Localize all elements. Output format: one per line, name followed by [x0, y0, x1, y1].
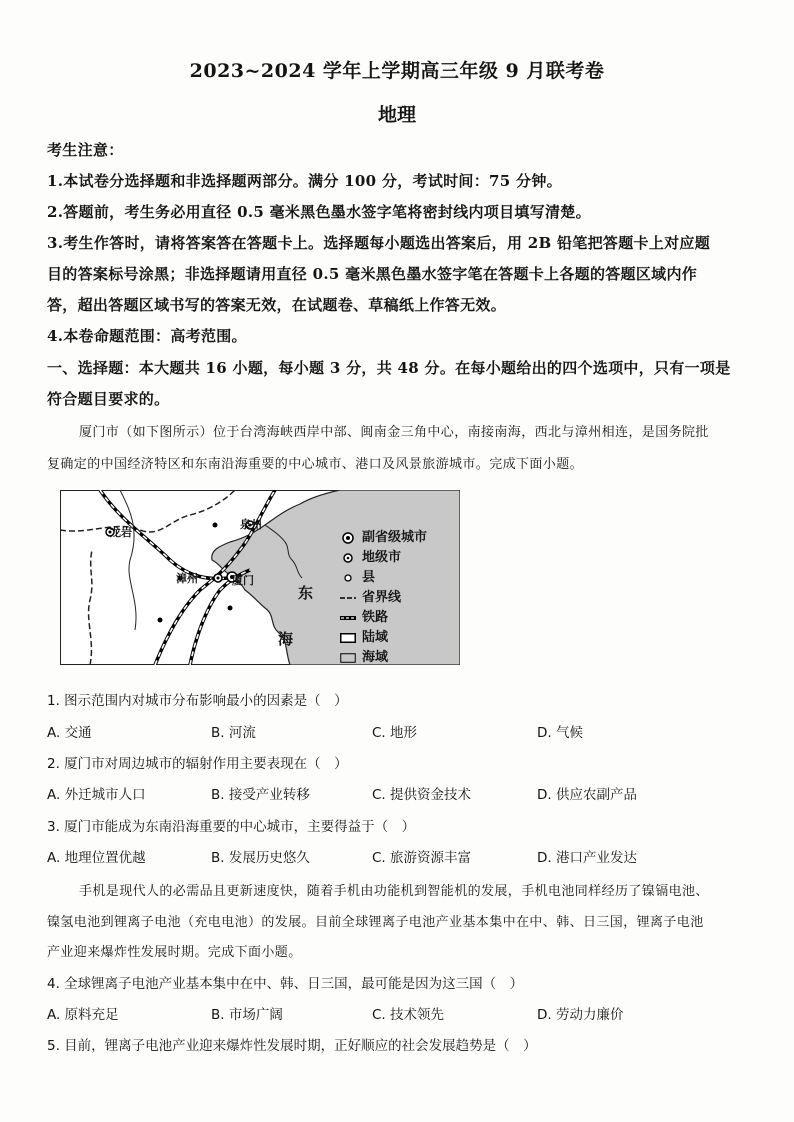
map-label-zhangzhou: 漳州: [176, 572, 198, 585]
sub-provincial-city-icon: [340, 532, 356, 544]
option-c[interactable]: C. 技术领先: [372, 1007, 445, 1023]
legend-row-land: [340, 628, 470, 648]
passage1-line-1: 厦门市（如下图所示）位于台湾海峡西岸中部、闽南金三角中心，南接南海，西北与漳州相连，是国务院批: [79, 425, 709, 440]
legend-label: 县: [362, 570, 376, 585]
legend-row-sub-provincial-city: [340, 528, 470, 548]
map-label-sea-1: 东: [298, 584, 314, 602]
map-label-quanzhou: 泉州: [240, 518, 262, 531]
county-icon: [340, 572, 356, 584]
notice-heading: 考生注意：: [47, 141, 124, 159]
question-4-stem: 4. 全球锂离子电池产业基本集中在中、韩、日三国，最可能是因为这三国（ ）: [47, 976, 524, 992]
legend-label: 副省级城市: [362, 530, 428, 545]
section1-instructions-line-1: 一、选择题：本大题共 16 小题，每小题 3 分，共 48 分。在每小题给出的四个选项中，只有一项是: [47, 359, 731, 377]
map-label-sea-2: 海: [278, 630, 294, 648]
option-a[interactable]: A. 地理位置优越: [47, 850, 146, 866]
province-border-icon: [340, 592, 356, 604]
option-b[interactable]: B. 河流: [211, 725, 256, 741]
option-c[interactable]: C. 提供资金技术: [372, 787, 472, 803]
option-b[interactable]: B. 接受产业转移: [211, 787, 310, 803]
map-label-xiamen: 厦门: [232, 574, 254, 587]
legend-row-prefecture-city: [340, 548, 470, 568]
option-d[interactable]: D. 劳动力廉价: [537, 1007, 624, 1023]
option-d[interactable]: D. 供应农副产品: [537, 787, 637, 803]
option-d[interactable]: D. 港口产业发达: [537, 850, 637, 866]
notice-line-4: 目的答案标号涂黑；非选择题请用直径 0.5 毫米黑色墨水签字笔在答题卡上各题的答题区域内作: [47, 265, 698, 283]
question-3-options: [47, 846, 753, 864]
option-a[interactable]: A. 原料充足: [47, 1007, 119, 1023]
question-2-stem: 2. 厦门市对周边城市的辐射作用主要表现在（ ）: [47, 756, 348, 772]
legend-row-province-border: [340, 588, 470, 608]
prefecture-city-icon: [340, 552, 356, 564]
passage2-line-1: 手机是现代人的必需品且更新速度快，随着手机由功能机到智能机的发展，手机电池同样经历了镍镉电池、: [79, 884, 709, 899]
sea-icon: [340, 652, 356, 664]
zhangzhou-city-dot: [217, 577, 220, 580]
question-1-options: [47, 721, 753, 739]
subject-title: 地理: [377, 104, 416, 126]
county-dot-3: [228, 606, 233, 611]
question-2-options: [47, 783, 753, 801]
passage1-line-2: 复确定的中国经济特区和东南沿海重要的中心城市、港口及风景旅游城市。完成下面小题。: [47, 457, 584, 472]
option-b[interactable]: B. 市场广阔: [211, 1007, 283, 1023]
option-c[interactable]: C. 地形: [372, 725, 418, 741]
question-3-stem: 3. 厦门市能成为东南沿海重要的中心城市，主要得益于（ ）: [47, 819, 416, 835]
county-dot-4: [158, 618, 163, 623]
question-4-options: [47, 1003, 753, 1021]
railway-icon: [340, 612, 356, 624]
passage2-line-3: 产业迎来爆炸性发展时期。完成下面小题。: [47, 945, 302, 960]
map-legend: [340, 528, 470, 668]
section1-instructions-line-2: 符合题目要求的。: [47, 390, 170, 408]
notice-line-5: 答，超出答题区域书写的答案无效，在试题卷、草稿纸上作答无效。: [47, 296, 507, 314]
legend-label: 省界线: [362, 590, 402, 605]
county-dot-1: [213, 523, 218, 528]
notice-line-6: 4.本卷命题范围：高考范围。: [47, 327, 247, 345]
notice-line-3: 3.考生作答时，请将答案答在答题卡上。选择题每小题选出答案后，用 2B 铅笔把答题卡上对应题: [47, 234, 711, 252]
notice-line-1: 1.本试卷分选择题和非选择题两部分。满分 100 分，考试时间：75 分钟。: [47, 172, 562, 190]
option-d[interactable]: D. 气候: [537, 725, 583, 741]
option-a[interactable]: A. 交通: [47, 725, 92, 741]
legend-label: 地级市: [362, 550, 402, 565]
option-a[interactable]: A. 外迁城市人口: [47, 787, 146, 803]
legend-label: 海域: [362, 650, 389, 665]
option-c[interactable]: C. 旅游资源丰富: [372, 850, 472, 866]
legend-row-sea: [340, 648, 470, 668]
legend-row-railway: [340, 608, 470, 628]
exam-title: 2023~2024 学年上学期高三年级 9 月联考卷: [189, 60, 605, 82]
option-b[interactable]: B. 发展历史悠久: [211, 850, 310, 866]
question-5-stem: 5. 目前，锂离子电池产业迎来爆炸性发展时期，正好顺应的社会发展趋势是（ ）: [47, 1038, 537, 1054]
land-icon: [340, 632, 356, 644]
legend-label: 陆域: [362, 630, 389, 645]
question-1-stem: 1. 图示范围内对城市分布影响最小的因素是（ ）: [47, 693, 348, 709]
legend-row-county: [340, 568, 470, 588]
notice-line-2: 2.答题前，考生务必用直径 0.5 毫米黑色墨水签字笔将密封线内项目填写清楚。: [47, 203, 591, 221]
passage2-line-2: 镍氢电池到锂离子电池（充电电池）的发展。目前全球锂离子电池产业基本集中在中、韩、日三国，锂离子电池: [47, 915, 704, 930]
legend-label: 铁路: [362, 610, 389, 625]
map-label-longyan: 龙岩: [110, 526, 132, 539]
